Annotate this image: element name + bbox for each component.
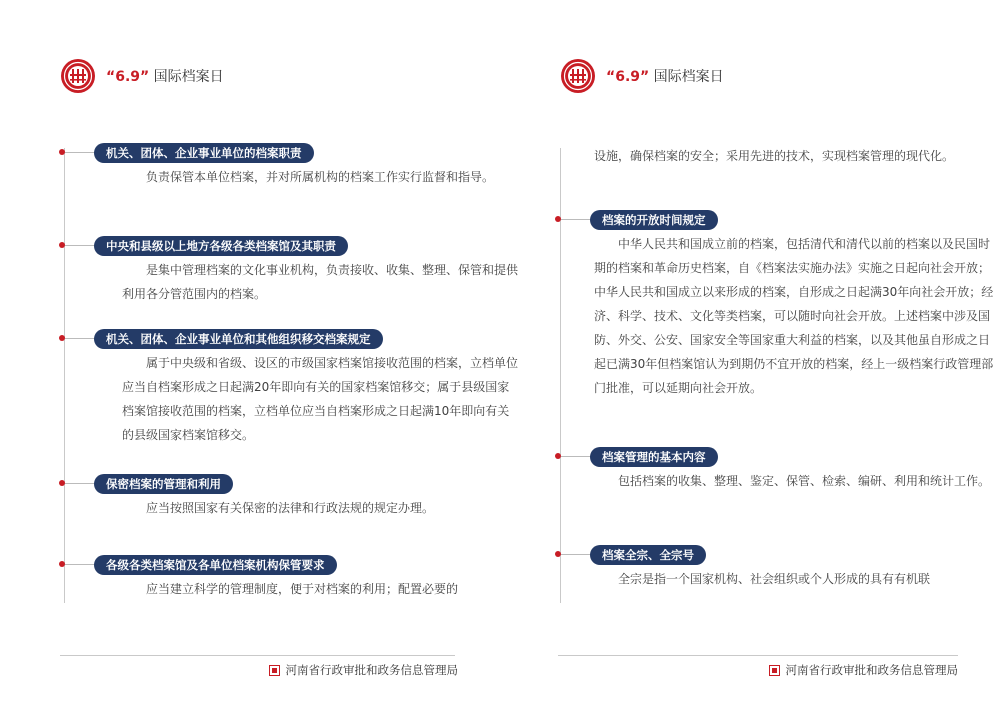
section-heading: 档案全宗、全宗号: [590, 545, 706, 565]
section-heading: 机关、团体、企业事业单位的档案职责: [94, 143, 314, 163]
section-body: 负责保管本单位档案，并对所属机构的档案工作实行监督和指导。: [146, 170, 495, 184]
section-heading: 保密档案的管理和利用: [94, 474, 233, 494]
section-heading: 档案管理的基本内容: [590, 447, 718, 467]
section-body: 全宗是指一个国家机构、社会组织或个人形成的具有有机联: [618, 572, 931, 586]
page-title: “6.9” 国际档案日: [606, 69, 724, 85]
archives-logo-icon: [560, 58, 596, 94]
continued-text: 设施，确保档案的安全；采用先进的技术，实现档案管理的现代化。: [594, 149, 955, 163]
section-body: 应当按照国家有关保密的法律和行政法规的规定办理。: [146, 501, 435, 515]
section-body: 中华人民共和国成立前的档案，包括清代和清代以前的档案以及民国时期的档案和革命历史档案，自《档案法实施办法》实施之日起向社会开放；中华人民共和国成立以来形成的档案，自形成之日起满30年向社会开放；经济、科学、技术、文化等类档案，可以随时向社会开放。上述档案中涉及国防、外交、公安、国家安全等国家重大利益的档案，以及其他虽自形成之日起已满30年但档案馆认为到期仍不宜开放的档案，经上一级档案行政管理部门批准，可以延期向社会开放。: [594, 237, 994, 395]
page-title: “6.9” 国际档案日: [106, 69, 224, 85]
section-heading: 机关、团体、企业事业单位和其他组织移交档案规定: [94, 329, 383, 349]
section-body: 是集中管理档案的文化事业机构，负责接收、收集、整理、保管和提供利用各分管范围内的档案。: [122, 263, 519, 301]
section-management-content: [560, 447, 994, 493]
footer-divider: [60, 655, 455, 656]
square-bullet-icon: [769, 665, 780, 676]
section-transfer-rules: [64, 329, 518, 447]
section-body: 包括档案的收集、整理、鉴定、保管、检索、编研、利用和统计工作。: [618, 474, 991, 488]
section-heading: 档案的开放时间规定: [590, 210, 718, 230]
section-archive-duties: [64, 143, 518, 189]
footer-organization: 河南省行政审批和政务信息管理局: [285, 663, 458, 677]
footer-organization: 河南省行政审批和政务信息管理局: [785, 663, 958, 677]
section-continuation: [560, 142, 994, 168]
page-footer: [269, 662, 459, 678]
section-body: 应当建立科学的管理制度，便于对档案的利用；配置必要的: [146, 582, 459, 596]
page-header: [60, 58, 224, 94]
section-storage-requirements: [64, 555, 518, 601]
archives-logo-icon: [60, 58, 96, 94]
right-page: [500, 0, 1000, 708]
section-classified-archives: [64, 474, 518, 520]
footer-divider: [558, 655, 958, 656]
section-heading: 中央和县级以上地方各级各类档案馆及其职责: [94, 236, 348, 256]
section-body: 属于中央级和省级、设区的市级国家档案馆接收范围的档案，立档单位应当自档案形成之日起满20年即向有关的国家档案馆移交；属于县级国家档案馆接收范围的档案，立档单位应当自档案形成之日起满10年即向有关的县级国家档案馆移交。: [122, 356, 519, 442]
page-header: [560, 58, 724, 94]
section-fonds: [560, 545, 994, 591]
square-bullet-icon: [269, 665, 280, 676]
section-archive-repositories: [64, 236, 518, 306]
section-opening-time: [560, 210, 994, 400]
section-heading: 各级各类档案馆及各单位档案机构保管要求: [94, 555, 337, 575]
page-footer: [769, 662, 959, 678]
